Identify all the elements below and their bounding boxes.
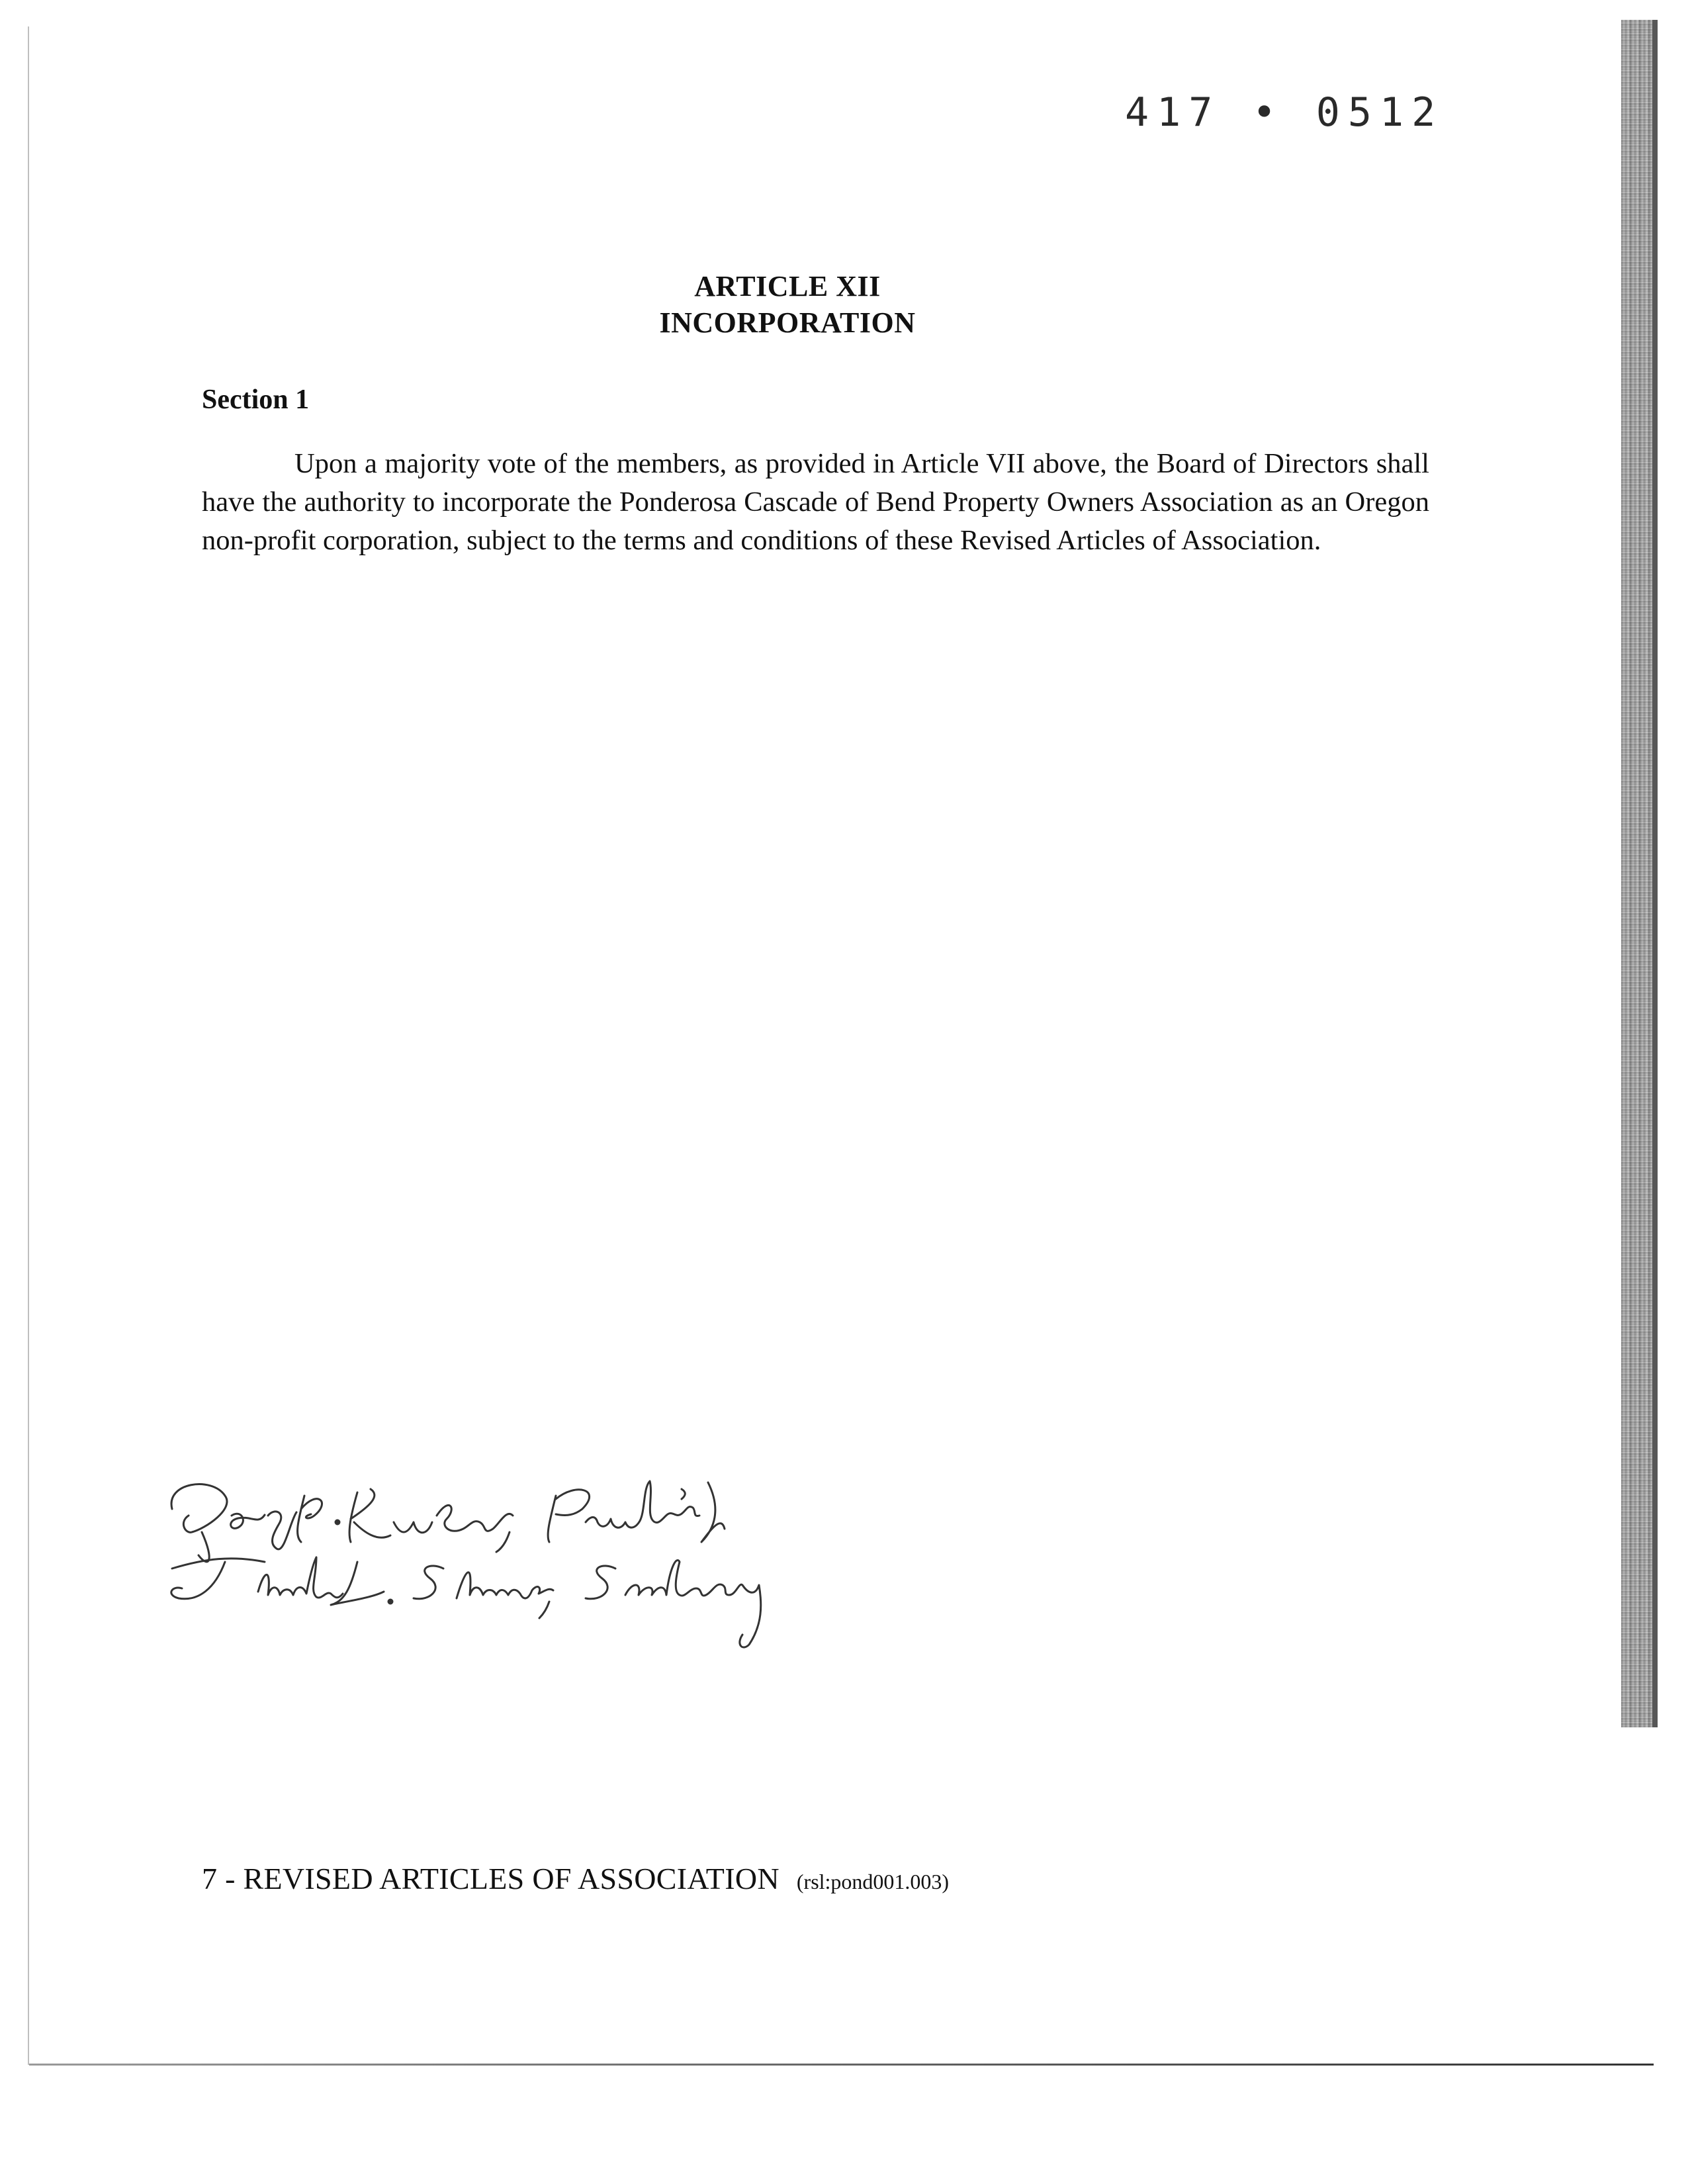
article-subtitle: INCORPORATION bbox=[659, 306, 916, 339]
footer-file-code: (rsl:pond001.003) bbox=[796, 1870, 950, 1893]
recording-number-stamp: 417 • 0512 bbox=[1125, 89, 1444, 136]
article-heading bbox=[0, 268, 1615, 341]
signature-block bbox=[152, 1469, 979, 1661]
scan-bottom-edge bbox=[29, 2064, 1654, 2066]
footer-title: 7 - REVISED ARTICLES OF ASSOCIATION bbox=[202, 1862, 780, 1895]
page-footer bbox=[202, 1861, 949, 1896]
handwritten-signatures bbox=[152, 1469, 979, 1661]
section-body-paragraph: Upon a majority vote of the members, as provided in Article VII above, the Board of Directors shall have the authority to incorporate the Ponderosa Cascade of Bend Property Owners Association as an Oregon non-profit corporation, subject to the terms and conditions of these Revised Articles of Association. bbox=[202, 448, 1429, 556]
scan-right-edge-strip bbox=[1621, 20, 1658, 1727]
section-label: Section 1 bbox=[202, 385, 310, 415]
article-title: ARTICLE XII bbox=[694, 270, 881, 302]
